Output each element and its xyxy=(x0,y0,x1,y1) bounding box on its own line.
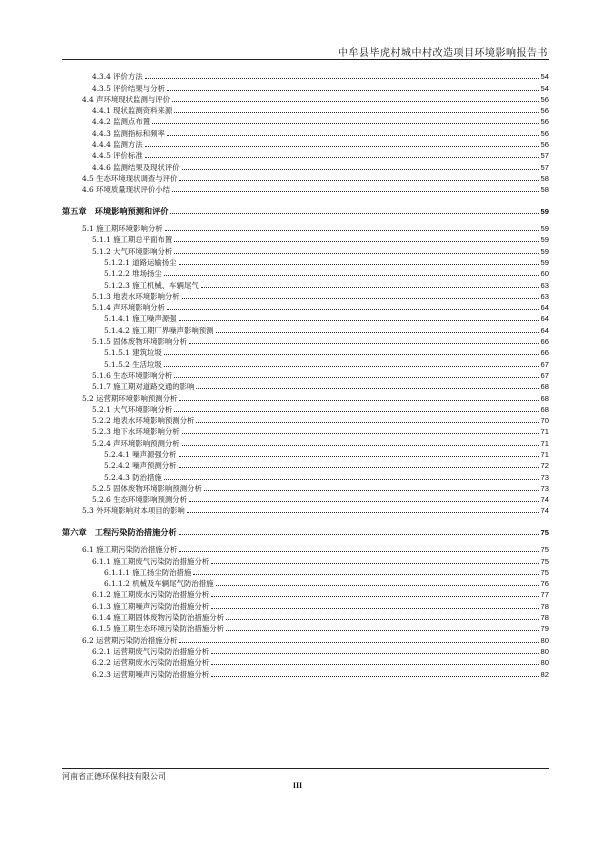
toc-entry-label: 4.3.5 评价结果与分析 xyxy=(92,83,165,93)
toc-dot-leader xyxy=(211,563,538,564)
toc-dot-leader xyxy=(164,275,539,276)
toc-dot-leader xyxy=(174,377,538,378)
toc-entry[interactable] xyxy=(62,335,549,346)
toc-dot-leader xyxy=(179,534,539,535)
toc-dot-leader xyxy=(226,630,539,631)
toc-dot-leader xyxy=(179,320,539,321)
toc-dot-leader xyxy=(179,456,539,457)
toc-entry[interactable] xyxy=(62,611,549,622)
toc-dot-leader xyxy=(196,422,538,423)
toc-dot-leader xyxy=(179,264,539,265)
toc-entry[interactable] xyxy=(62,81,549,92)
toc-entry-page: 75 xyxy=(540,545,549,555)
toc-entry-label: 6.2.3 运营期噪声污染防治措施分析 xyxy=(92,669,210,679)
toc-entry[interactable] xyxy=(62,459,549,470)
toc-dot-leader xyxy=(193,574,538,575)
toc-dot-leader xyxy=(167,135,539,136)
toc-entry-label: 5.3 外环境影响对本项目的影响 xyxy=(82,506,185,516)
toc-entry[interactable] xyxy=(62,493,549,504)
toc-entry-page: 63 xyxy=(540,280,549,290)
toc-entry-label: 5.1.1 施工期总平面布置 xyxy=(92,235,173,245)
toc-entry[interactable] xyxy=(62,323,549,334)
toc-dot-leader xyxy=(204,490,539,491)
toc-entry-label: 5.2.4.1 噪声源强分析 xyxy=(104,450,177,459)
toc-dot-leader xyxy=(145,146,539,147)
toc-entry[interactable] xyxy=(62,436,549,447)
toc-dot-leader xyxy=(164,354,539,355)
toc-dot-leader xyxy=(170,213,538,214)
toc-entry[interactable] xyxy=(62,645,549,656)
toc-entry[interactable] xyxy=(62,233,549,244)
toc-entry-label: 6.1.3 施工期噪声污染防治措施分析 xyxy=(92,601,210,611)
toc-entry[interactable] xyxy=(62,380,549,391)
toc-entry-page: 80 xyxy=(540,658,549,668)
toc-dot-leader xyxy=(164,366,539,367)
toc-entry-page: 57 xyxy=(540,162,549,172)
toc-entry-label: 5.2.4.3 防治措施 xyxy=(104,472,162,482)
toc-entry[interactable] xyxy=(62,104,549,115)
toc-entry-label: 6.1 施工期污染防治措施分析 xyxy=(82,545,178,555)
toc-entry[interactable] xyxy=(62,566,549,577)
toc-dot-leader xyxy=(164,479,539,480)
toc-dot-leader xyxy=(179,467,539,468)
page-header-title: 中牟县毕虎村城中村改造项目环境影响报告书 xyxy=(338,48,548,59)
toc-entry-label: 5.1.5.2 生活垃圾 xyxy=(104,359,162,369)
toc-entry-page: 58 xyxy=(540,185,549,195)
toc-chapter-entry[interactable] xyxy=(62,523,549,537)
toc-entry[interactable] xyxy=(62,126,549,137)
toc-entry-page: 54 xyxy=(540,83,549,93)
toc-entry[interactable] xyxy=(62,504,549,515)
toc-dot-leader xyxy=(179,551,538,552)
toc-entry-label: 4.4 声环境现状监测与评价 xyxy=(82,94,171,104)
toc-dot-leader xyxy=(145,157,539,158)
toc-entry-page: 67 xyxy=(540,359,549,369)
toc-entry-label: 5.1.2 大气环境影响分析 xyxy=(92,246,173,256)
toc-entry-label: 4.5 生态环境现状调查与评价 xyxy=(82,173,178,183)
toc-dot-leader xyxy=(189,501,538,502)
toc-entry-label: 5.1.2.2 堆场扬尘 xyxy=(104,269,162,279)
toc-entry-label: 5.2.4 声环境影响预测分析 xyxy=(92,438,180,448)
toc-entry-page: 64 xyxy=(540,314,549,324)
toc-entry-page: 56 xyxy=(540,106,549,116)
toc-entry-page: 59 xyxy=(540,206,549,216)
toc-entry-label: 6.1.4 施工期固体废物污染防治措施分析 xyxy=(92,613,225,623)
toc-entry[interactable] xyxy=(62,278,549,289)
toc-entry-label: 6.1.5 施工期生态环境污染防治措施分析 xyxy=(92,624,225,634)
toc-dot-leader xyxy=(145,78,539,79)
toc-entry[interactable] xyxy=(62,70,549,81)
toc-entry-page: 56 xyxy=(540,140,549,150)
toc-dot-leader xyxy=(179,642,538,643)
toc-entry[interactable] xyxy=(62,138,549,149)
toc-entry[interactable] xyxy=(62,244,549,255)
toc-entry-label: 6.1.2 施工期废水污染防治措施分析 xyxy=(92,590,210,600)
toc-entry-label: 4.4.5 评价标准 xyxy=(92,151,143,161)
toc-entry-page: 54 xyxy=(540,72,549,82)
table-of-contents xyxy=(62,70,549,679)
toc-entry[interactable] xyxy=(62,554,549,565)
toc-entry-page: 73 xyxy=(540,483,549,493)
toc-entry-label: 5.2.1 大气环境影响分析 xyxy=(92,404,173,414)
toc-entry[interactable] xyxy=(62,312,549,323)
toc-entry[interactable] xyxy=(62,222,549,233)
toc-entry-label: 4.4.2 监测点布置 xyxy=(92,117,151,127)
toc-entry-label: 5.1.2.3 施工机械、车辆尾气 xyxy=(104,280,199,290)
toc-entry-page: 80 xyxy=(540,635,549,645)
toc-entry[interactable] xyxy=(62,93,549,104)
toc-dot-leader xyxy=(211,676,538,677)
toc-entry-page: 71 xyxy=(540,450,549,459)
toc-dot-leader xyxy=(179,400,538,401)
toc-entry[interactable] xyxy=(62,346,549,357)
toc-entry-label: 5.1.5.1 建筑垃圾 xyxy=(104,348,162,358)
toc-dot-leader xyxy=(211,664,538,665)
toc-entry-label: 5.2.3 地下水环境影响分析 xyxy=(92,427,180,437)
toc-entry[interactable] xyxy=(62,267,549,278)
toc-entry-label: 5.2 运营期环境影响预测分析 xyxy=(82,393,178,403)
footer-page-number: III xyxy=(292,781,303,790)
toc-entry-page: 75 xyxy=(540,567,549,577)
toc-entry-label: 5.1.7 施工期对道路交通的影响 xyxy=(92,382,195,392)
toc-entry-label: 6.2.2 运营期废水污染防治措施分析 xyxy=(92,658,210,668)
toc-dot-leader xyxy=(172,191,539,192)
toc-dot-leader xyxy=(196,388,538,389)
toc-entry[interactable] xyxy=(62,172,549,183)
toc-entry-label: 6.2.1 运营期废气污染防治措施分析 xyxy=(92,646,210,656)
toc-entry-page: 63 xyxy=(540,291,549,301)
toc-entry[interactable] xyxy=(62,577,549,588)
toc-entry-label: 5.1.2.1 道路运输扬尘 xyxy=(104,257,177,267)
toc-entry-label: 4.6 环境质量现状评价小结 xyxy=(82,185,171,195)
toc-entry-page: 57 xyxy=(540,151,549,161)
toc-entry-page: 64 xyxy=(540,303,549,313)
toc-dot-leader xyxy=(226,619,539,620)
toc-entry-label: 5.2.2 地表水环境影响预测分析 xyxy=(92,416,195,426)
toc-entry[interactable] xyxy=(62,622,549,633)
toc-entry-page: 59 xyxy=(540,246,549,256)
toc-entry[interactable] xyxy=(62,115,549,126)
toc-entry[interactable] xyxy=(62,301,549,312)
toc-entry-label: 6.1.1.1 施工扬尘防治措施 xyxy=(104,567,192,577)
toc-entry-page: 82 xyxy=(540,669,549,679)
toc-entry-page: 56 xyxy=(540,128,549,138)
toc-entry-label: 4.4.4 监测方法 xyxy=(92,140,143,150)
toc-entry-label: 5.1.4.2 施工期厂界噪声影响预测 xyxy=(104,325,214,335)
toc-entry-label: 第五章 环境影响预测和评价 xyxy=(62,205,169,216)
toc-entry-page: 79 xyxy=(540,624,549,634)
toc-entry-page: 59 xyxy=(540,235,549,245)
toc-entry[interactable] xyxy=(62,656,549,667)
toc-dot-leader xyxy=(201,287,539,288)
toc-entry-page: 58 xyxy=(540,173,549,183)
toc-entry[interactable] xyxy=(62,149,549,160)
toc-entry-page: 66 xyxy=(540,337,549,347)
toc-entry[interactable] xyxy=(62,667,549,678)
toc-entry-label: 5.2.6 生态环境影响预测分析 xyxy=(92,495,188,505)
toc-entry-label: 4.4.1 现状监测资料来源 xyxy=(92,106,173,116)
toc-entry-page: 67 xyxy=(540,370,549,380)
toc-entry-label: 4.4.3 监测指标和频率 xyxy=(92,128,165,138)
toc-entry-page: 66 xyxy=(540,348,549,358)
toc-dot-leader xyxy=(182,298,539,299)
toc-entry[interactable] xyxy=(62,448,549,459)
toc-entry[interactable] xyxy=(62,369,549,380)
toc-entry[interactable] xyxy=(62,357,549,368)
toc-dot-leader xyxy=(174,241,538,242)
toc-entry-page: 76 xyxy=(540,579,549,589)
toc-entry[interactable] xyxy=(62,425,549,436)
toc-entry-label: 4.3.4 评价方法 xyxy=(92,72,143,82)
toc-entry[interactable] xyxy=(62,482,549,493)
toc-dot-leader xyxy=(179,180,538,181)
toc-entry[interactable] xyxy=(62,160,549,171)
toc-entry-page: 64 xyxy=(540,325,549,335)
toc-entry-page: 68 xyxy=(540,393,549,403)
toc-entry-page: 80 xyxy=(540,646,549,656)
toc-entry[interactable] xyxy=(62,599,549,610)
toc-entry-label: 5.1.3 地表水环境影响分析 xyxy=(92,291,180,301)
toc-entry-page: 71 xyxy=(540,438,549,448)
toc-dot-leader xyxy=(174,253,538,254)
header-rule xyxy=(62,59,549,60)
toc-entry-page: 75 xyxy=(540,527,549,537)
toc-entry-label: 5.1.6 生态环境影响分析 xyxy=(92,370,173,380)
toc-dot-leader xyxy=(182,433,539,434)
toc-dot-leader xyxy=(152,123,538,124)
toc-dot-leader xyxy=(172,101,539,102)
toc-dot-leader xyxy=(189,343,538,344)
toc-entry-page: 68 xyxy=(540,404,549,414)
toc-entry[interactable] xyxy=(62,290,549,301)
toc-entry-page: 77 xyxy=(540,590,549,600)
toc-entry-page: 59 xyxy=(540,224,549,234)
toc-dot-leader xyxy=(211,596,538,597)
toc-entry-label: 6.1.1.2 机械及车辆尾气防治措施 xyxy=(104,579,214,589)
toc-chapter-entry[interactable] xyxy=(62,202,549,216)
toc-dot-leader xyxy=(165,230,539,231)
toc-entry-page: 56 xyxy=(540,94,549,104)
toc-dot-leader xyxy=(174,112,538,113)
toc-entry-page: 78 xyxy=(540,601,549,611)
toc-entry-label: 第六章 工程污染防治措施分析 xyxy=(62,526,177,537)
toc-entry-page: 56 xyxy=(540,117,549,127)
toc-dot-leader xyxy=(216,332,539,333)
toc-entry-page: 74 xyxy=(540,506,549,516)
toc-entry-page: 75 xyxy=(540,556,549,566)
toc-entry-page: 73 xyxy=(540,472,549,482)
toc-dot-leader xyxy=(187,512,539,513)
toc-entry-label: 4.4.6 监测结果及现状评价 xyxy=(92,162,180,172)
toc-entry[interactable] xyxy=(62,543,549,554)
toc-entry[interactable] xyxy=(62,470,549,481)
toc-dot-leader xyxy=(211,608,538,609)
toc-entry-label: 5.1.4.1 施工噪声源强 xyxy=(104,314,177,324)
toc-entry-label: 6.1.1 施工期废气污染防治措施分析 xyxy=(92,556,210,566)
toc-dot-leader xyxy=(174,411,538,412)
toc-dot-leader xyxy=(216,585,539,586)
toc-entry-page: 70 xyxy=(540,416,549,426)
toc-entry-page: 68 xyxy=(540,382,549,392)
toc-entry-label: 5.1.4 声环境影响分析 xyxy=(92,303,165,313)
toc-dot-leader xyxy=(182,445,539,446)
toc-dot-leader xyxy=(182,169,539,170)
toc-entry-page: 59 xyxy=(540,257,549,267)
toc-entry[interactable] xyxy=(62,403,549,414)
toc-entry[interactable] xyxy=(62,256,549,267)
toc-entry[interactable] xyxy=(62,633,549,644)
footer-company: 河南省正德环保科技有限公司 xyxy=(62,772,166,781)
toc-entry-page: 71 xyxy=(540,427,549,437)
toc-entry-page: 78 xyxy=(540,613,549,623)
toc-entry-label: 6.2 运营期污染防治措施分析 xyxy=(82,635,178,645)
toc-entry[interactable] xyxy=(62,183,549,194)
toc-entry-page: 74 xyxy=(540,495,549,505)
toc-dot-leader xyxy=(167,309,539,310)
toc-entry-page: 72 xyxy=(540,461,549,471)
toc-entry[interactable] xyxy=(62,414,549,425)
toc-entry-label: 5.1 施工期环境影响分析 xyxy=(82,224,163,234)
toc-dot-leader xyxy=(167,90,539,91)
toc-entry[interactable] xyxy=(62,588,549,599)
toc-entry-label: 5.1.5 固体废物环境影响分析 xyxy=(92,337,188,347)
footer-rule xyxy=(62,768,549,769)
toc-entry[interactable] xyxy=(62,391,549,402)
toc-dot-leader xyxy=(211,653,538,654)
toc-entry-page: 60 xyxy=(540,269,549,279)
toc-entry-label: 5.2.4.2 噪声预测分析 xyxy=(104,461,177,471)
toc-entry-label: 5.2.5 固体废物环境影响预测分析 xyxy=(92,483,202,493)
